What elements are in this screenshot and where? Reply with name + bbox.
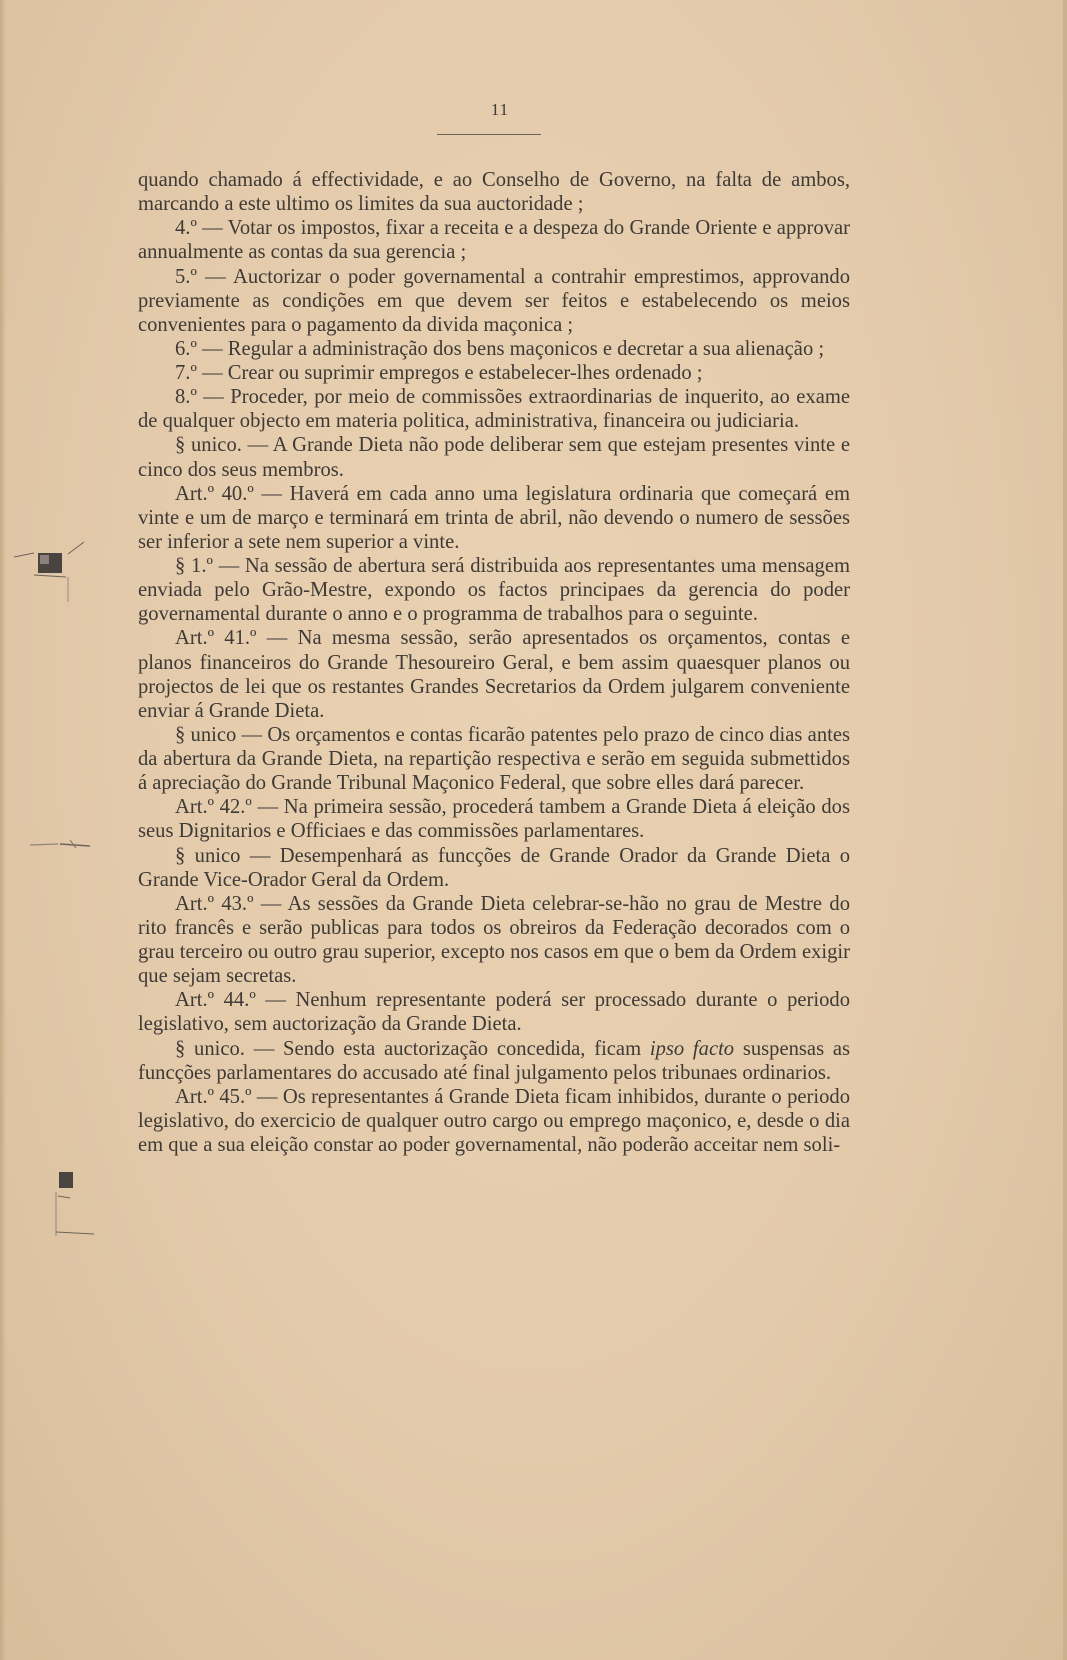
paragraph: Art.º 41.º — Na mesma sessão, serão apresentados os orçamentos, contas e planos financeiros do Grande Thesoureiro Geral, e bem assim quaesquer planos ou projectos de lei que os restantes Grandes Secretarios da Ordem julgarem conveniente enviar á Grande Dieta. bbox=[138, 627, 850, 722]
page-edge-right bbox=[1063, 0, 1067, 1660]
paragraph: 7.º — Crear ou suprimir empregos e estabelecer-lhes ordenado ; bbox=[175, 362, 703, 384]
header-rule bbox=[437, 134, 541, 135]
paragraph: 4.º — Votar os impostos, fixar a receita e a despeza do Grande Oriente e approvar annualmente as contas da sua gerencia ; bbox=[138, 217, 850, 264]
margin-mark-icon bbox=[22, 1170, 102, 1240]
paragraph: 5.º — Auctorizar o poder governamental a contrahir emprestimos, approvando previamente as condições em que devem ser feitos e estabelecendo os meios convenientes para o pagamento da divida maçonica ; bbox=[138, 265, 850, 336]
paragraph: § 1.º — Na sessão de abertura será distribuida aos representantes uma mensagem enviada pelo Grão-Mestre, expondo os factos principaes da gerencia do poder governamental durante o anno e o programma de trabalhos para o seguinte. bbox=[138, 555, 850, 626]
paragraph: Art.º 45.º — Os representantes á Grande Dieta ficam inhibidos, durante o periodo legislativo, do exercicio de qualquer outro cargo ou emprego maçonico, e, desde o dia em que a sua eleição constar ao poder governamental, não poderão acceitar nem soli- bbox=[138, 1085, 850, 1156]
paragraph: 8.º — Proceder, por meio de commissões extraordinarias de inquerito, ao exame de qualquer objecto em materia politica, administrativa, financeira ou judiciaria. bbox=[138, 386, 850, 433]
paragraph: 6.º — Regular a administração dos bens maçonicos e decretar a sua alienação ; bbox=[175, 337, 825, 360]
paragraph: Art.º 43.º — As sessões da Grande Dieta celebrar-se-hão no grau de Mestre do rito francês e serão publicas para todos os obreiros da Federação decorados com o grau terceiro ou outro grau superior, excepto nos casos em que o bem da Ordem exigir que sejam secretas. bbox=[138, 892, 850, 988]
paragraph: § unico. — A Grande Dieta não pode deliberar sem que estejam presentes vinte e cinco dos seus membros. bbox=[138, 434, 850, 481]
paragraph-text: suspensas as funcções parlamentares do accusado até final julgamento pelos tribunaes ordinarios. bbox=[138, 1037, 850, 1084]
margin-mark-icon bbox=[14, 540, 84, 610]
paragraph: § unico — Os orçamentos e contas ficarão patentes pelo prazo de cinco dias antes da abertura da Grande Dieta, na repartição respectiva e serão em seguida submettidos á apreciação do Grande Tribunal Maçonico Federal, que sobre elles dará parecer. bbox=[138, 723, 850, 795]
paragraph: quando chamado á effectividade, e ao Conselho de Governo, na falta de ambos, marcando a este ultimo os limites da sua auctoridade ; bbox=[138, 169, 850, 216]
italic-term: ipso facto bbox=[649, 1037, 735, 1060]
body-text bbox=[138, 168, 850, 1157]
paragraph bbox=[138, 1037, 850, 1085]
paragraph-text: § unico. — Sendo esta auctorização concedida, ficam bbox=[175, 1037, 650, 1060]
page-number: 11 bbox=[490, 100, 510, 119]
paragraph: Art.º 44.º — Nenhum representante poderá ser processado durante o periodo legislativo, sem auctorização da Grande Dieta. bbox=[138, 989, 850, 1036]
paragraph: Art.º 42.º — Na primeira sessão, procederá tambem a Grande Dieta á eleição dos seus Dignitarios e Officiaes e das commissões parlamentares. bbox=[138, 796, 850, 843]
page-edge-left bbox=[0, 0, 6, 1660]
paragraph: § unico — Desempenhará as funcções de Grande Orador da Grande Dieta o Grande Vice-Orador Geral da Ordem. bbox=[138, 844, 850, 891]
paragraph: Art.º 40.º — Haverá em cada anno uma legislatura ordinaria que começará em vinte e um de março e terminará em trinta de abril, não devendo o numero de sessões ser inferior a sete nem superior a vinte. bbox=[138, 482, 850, 553]
margin-mark-icon bbox=[28, 835, 98, 855]
